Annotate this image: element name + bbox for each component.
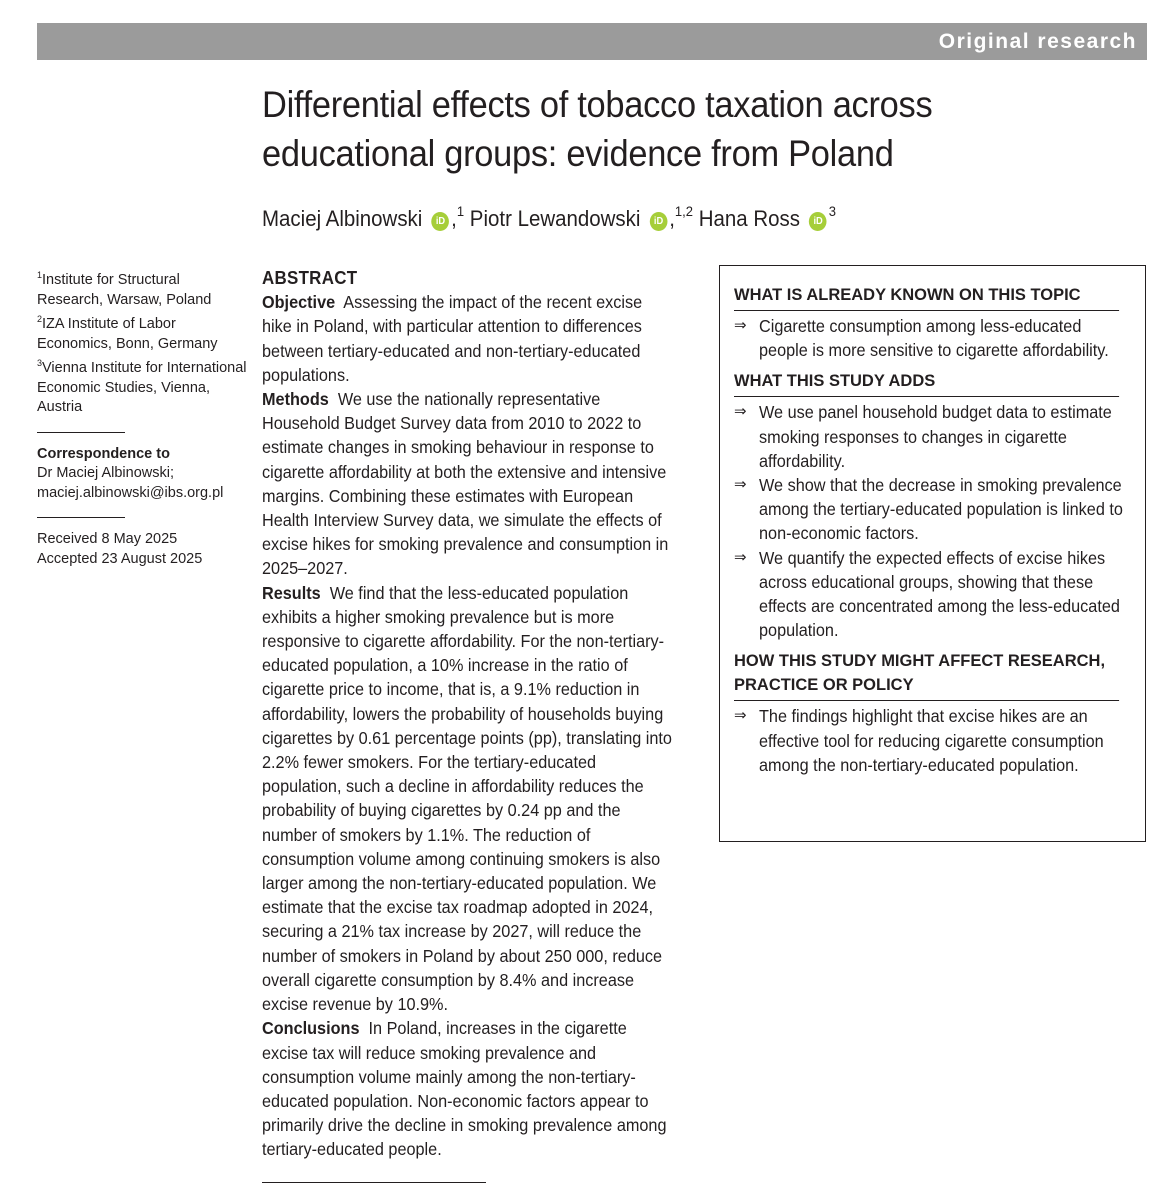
abstract-heading: ABSTRACT xyxy=(262,268,358,288)
abstract-results xyxy=(262,581,676,1017)
affiliation-text: IZA Institute of Labor Economics, Bonn, Germany xyxy=(37,316,218,352)
abstract-conclusions xyxy=(262,1016,676,1161)
section-label: Results xyxy=(262,582,321,603)
list-item-text: We use panel household budget data to estimate smoking responses to changes in cigarette affordability. xyxy=(759,402,1112,471)
correspondence-name: Dr Maciej Albinowski; xyxy=(37,465,174,481)
article-type-banner xyxy=(37,23,1147,60)
list-item-text: We quantify the expected effects of excise hikes across educational groups, showing that these effects are concentrated among the less-educated population. xyxy=(759,547,1120,641)
affiliation xyxy=(37,266,247,310)
affiliation xyxy=(37,310,247,354)
list-item xyxy=(734,546,1131,643)
correspondence-email[interactable]: maciej.albinowski@ibs.org.pl xyxy=(37,484,224,501)
arrow-bullet-icon: ⇒ xyxy=(734,548,747,566)
list-item xyxy=(734,400,1131,473)
abstract-objective xyxy=(262,290,676,387)
section-text: In Poland, increases in the cigarette excise tax will reduce smoking prevalence and consumption volume mainly among the non-tertiary-educated population. Non-economic factors appear to primarily drive the decline in smoking prevalence among tertiary-educated people. xyxy=(262,1018,667,1160)
list-item xyxy=(734,314,1131,362)
affiliation-text: Vienna Institute for International Economic Studies, Vienna, Austria xyxy=(37,360,247,415)
orcid-icon[interactable]: iD xyxy=(650,212,668,231)
bullet-list xyxy=(734,314,1131,362)
affiliation-number: 3 xyxy=(37,358,43,368)
author-list: Maciej Albinowski iD ,$^1$ Piotr Lewandowski iD ,$^{1,2}$ Hana Ross $iD^3$ xyxy=(262,203,837,231)
author-affiliation-ref: 1 xyxy=(456,203,465,219)
received-date: Received 8 May 2025 xyxy=(37,531,178,547)
arrow-bullet-icon: ⇒ xyxy=(734,403,747,421)
article-type-label: Original research xyxy=(938,30,1137,53)
list-item xyxy=(734,473,1131,546)
section-label: Objective xyxy=(262,292,336,313)
section-text: We use the nationally representative Household Budget Survey data from 2010 to 2022 to estimate changes in smoking behaviour in response to cigarette affordability at both the extensive and intensive margins. Combining these estimates with European Health Interview Survey data, we simulate the effects of excise hikes for smoking prevalence and consumption in 2025–2027. xyxy=(262,389,669,579)
author-name: Piotr Lewandowski xyxy=(469,206,641,231)
footnote-divider xyxy=(262,1182,486,1183)
author-name: Hana Ross xyxy=(698,206,800,231)
box-heading-adds: WHAT THIS STUDY ADDS xyxy=(734,369,1119,397)
arrow-bullet-icon: ⇒ xyxy=(734,317,747,334)
article-sidebar xyxy=(37,266,247,569)
author-affiliation-ref: 3 xyxy=(828,203,837,219)
orcid-icon[interactable]: iD xyxy=(809,212,827,231)
list-item-text: The findings highlight that excise hikes are an effective tool for reducing cigarette consumption among the non-tertiary-educated population. xyxy=(759,706,1104,775)
title-line-2: educational groups: evidence from Poland xyxy=(262,133,894,174)
affiliation xyxy=(37,354,247,418)
author-name: Maciej Albinowski xyxy=(262,206,423,231)
author-affiliation-ref: 1,2 xyxy=(674,203,694,219)
arrow-bullet-icon: ⇒ xyxy=(734,707,747,725)
affiliation-number: 1 xyxy=(37,270,43,280)
list-item-text: We show that the decrease in smoking prevalence among the tertiary-educated population is linked to non-economic factors. xyxy=(759,475,1123,544)
box-heading-known: WHAT IS ALREADY KNOWN ON THIS TOPIC xyxy=(734,283,1119,311)
section-text: We find that the less-educated population exhibits a higher smoking prevalence but is more responsive to cigarette affordability. For the non-tertiary-educated population, a 10% increase in the ratio of cigarette price to income, that is, a 9.1% reduction in affordability, lowers the probability of households buying cigarettes by 0.61 percentage points (pp), translating into 2.2% fewer smokers. For the tertiary-educated population, such a decline in affordability reduces the probability of buying cigarettes by 0.24 pp and the number of smokers by 1.1%. The reduction of consumption volume among continuing smokers is also larger among the non-tertiary-educated population. We estimate that the excise tax roadmap adopted in 2024, securing a 21% tax increase by 2027, will reduce the number of smokers in Poland by about 250 000, reduce overall cigarette consumption by 8.4% and increase excise revenue by 10.9%. xyxy=(262,582,672,1015)
accepted-date: Accepted 23 August 2025 xyxy=(37,550,203,567)
section-text: Assessing the impact of the recent excise hike in Poland, with particular attention to differences between tertiary-educated and non-tertiary-educated populations. xyxy=(262,292,643,385)
list-item xyxy=(734,704,1131,777)
orcid-icon[interactable]: iD xyxy=(432,212,450,231)
title-line-1: Differential effects of tobacco taxation across xyxy=(262,84,933,125)
article-title xyxy=(262,80,1062,178)
affiliation-number: 2 xyxy=(37,314,43,324)
section-label: Conclusions xyxy=(262,1018,360,1039)
abstract-methods xyxy=(262,387,676,581)
section-label: Methods xyxy=(262,389,329,410)
divider xyxy=(37,517,125,518)
list-item-text: Cigarette consumption among less-educated people is more sensitive to cigarette affordability. xyxy=(759,316,1109,361)
divider xyxy=(37,432,125,433)
bullet-list xyxy=(734,400,1131,642)
box-heading-impact: HOW THIS STUDY MIGHT AFFECT RESEARCH, PRACTICE OR POLICY xyxy=(734,649,1119,701)
arrow-bullet-icon: ⇒ xyxy=(734,476,747,494)
key-messages-box xyxy=(719,265,1146,842)
affiliation-text: Institute for Structural Research, Warsaw, Poland xyxy=(37,272,212,308)
abstract xyxy=(262,266,676,1162)
correspondence-heading: Correspondence to xyxy=(37,445,170,462)
bullet-list xyxy=(734,704,1131,777)
